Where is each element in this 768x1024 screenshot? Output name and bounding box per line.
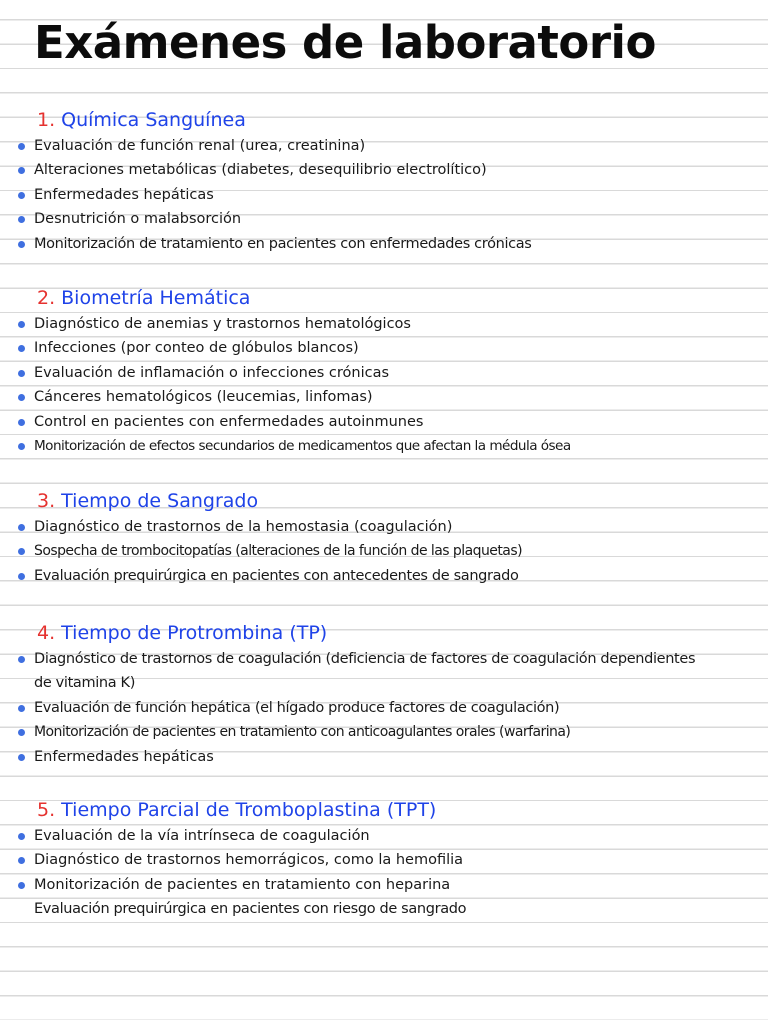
item-text: Desnutrición o malabsorción (34, 211, 242, 228)
section-quimica-sanguinea (0, 107, 768, 256)
list-item (0, 848, 768, 872)
section-title: Tiempo de Sangrado (61, 490, 259, 512)
list-item (0, 434, 768, 458)
list-item (0, 385, 768, 409)
section-heading (37, 285, 768, 311)
list-item (0, 897, 768, 921)
bullet-dot-icon (18, 833, 25, 840)
bullet-dot-icon (18, 345, 25, 352)
item-text: Enfermedades hepáticas (34, 186, 214, 203)
item-list (0, 134, 768, 256)
section-tiempo-de-sangrado (0, 488, 768, 588)
bullet-dot-icon (18, 192, 25, 199)
section-title: Tiempo de Protrombina (TP) (61, 622, 328, 644)
item-list (0, 824, 768, 922)
bullet-dot-icon (18, 524, 25, 531)
bullet-dot-icon (18, 882, 25, 889)
bullet-dot-icon (18, 370, 25, 377)
list-item (0, 336, 768, 360)
bullet-dot-icon (18, 216, 25, 223)
section-biometria-hematica (0, 285, 768, 458)
bullet-dot-icon (18, 705, 25, 712)
list-item (0, 361, 768, 385)
item-text: Diagnóstico de trastornos hemorrágicos, como la hemofilia (34, 852, 464, 869)
bullet-dot-icon (18, 394, 25, 401)
list-item (0, 873, 768, 897)
item-list (0, 515, 768, 588)
list-item (0, 720, 768, 744)
item-text: Cánceres hematológicos (leucemias, linfomas) (34, 389, 373, 406)
section-heading (37, 107, 768, 133)
page-title: Exámenes de laboratorio (34, 16, 656, 69)
bullet-dot-icon (18, 548, 25, 555)
section-tiempo-parcial-de-tromboplastina (0, 797, 768, 922)
bullet-dot-icon (18, 321, 25, 328)
section-title: Biometría Hemática (61, 287, 251, 309)
section-title: Química Sanguínea (61, 109, 246, 131)
item-text: Evaluación de la vía intrínseca de coagulación (34, 828, 370, 844)
item-text: Alteraciones metabólicas (diabetes, desequilibrio electrolítico) (34, 162, 487, 179)
item-text: Evaluación prequirúrgica en pacientes con antecedentes de sangrado (34, 567, 519, 584)
bullet-dot-icon (18, 656, 25, 663)
item-list (0, 647, 768, 769)
bullet-dot-icon (18, 143, 25, 150)
item-text: Evaluación de función hepática (el hígado produce factores de coagulación) (34, 699, 560, 716)
section-number: 5. (37, 799, 56, 821)
bullet-dot-icon (18, 443, 25, 450)
bullet-dot-icon (18, 729, 25, 736)
list-item (0, 745, 768, 769)
item-text: Infecciones (por conteo de glóbulos blancos) (34, 340, 359, 357)
list-item (0, 647, 734, 696)
item-text: Monitorización de pacientes en tratamiento con heparina (34, 876, 451, 893)
section-heading (37, 620, 768, 646)
section-number: 2. (37, 287, 56, 309)
section-heading (37, 797, 768, 823)
item-text: Monitorización de tratamiento en pacientes con enfermedades crónicas (34, 235, 532, 252)
bullet-dot-icon (18, 754, 25, 761)
bullet-dot-icon (18, 167, 25, 174)
item-text: Evaluación prequirúrgica en pacientes con riesgo de sangrado (34, 901, 467, 918)
list-item (0, 232, 768, 256)
section-number: 3. (37, 490, 56, 512)
section-heading (37, 488, 768, 514)
item-list (0, 312, 768, 458)
item-text: Diagnóstico de trastornos de la hemostasia (coagulación) (34, 519, 453, 535)
item-text: Evaluación de inflamación o infecciones crónicas (34, 364, 390, 381)
bullet-dot-icon (18, 573, 25, 580)
bullet-dot-icon (18, 857, 25, 864)
list-item (0, 158, 768, 182)
list-item (0, 539, 768, 563)
item-text: Monitorización de efectos secundarios de medicamentos que afectan la médula ósea (34, 438, 571, 455)
item-text: Evaluación de función renal (urea, creatinina) (34, 138, 366, 154)
list-item (0, 696, 768, 720)
section-tiempo-de-protrombina (0, 620, 768, 769)
item-text: Control en pacientes con enfermedades autoinmunes (34, 413, 424, 430)
section-number: 1. (37, 109, 56, 131)
item-text: Monitorización de pacientes en tratamiento con anticoagulantes orales (warfarina) (34, 724, 571, 741)
section-number: 4. (37, 622, 56, 644)
item-text: Diagnóstico de anemias y trastornos hematológicos (34, 316, 411, 332)
list-item (0, 312, 768, 336)
item-text: Sospecha de trombocitopatías (alteraciones de la función de las plaquetas) (34, 543, 522, 560)
bullet-dot-icon (18, 419, 25, 426)
list-item (0, 515, 768, 539)
list-item (0, 824, 768, 848)
list-item (0, 183, 768, 207)
section-title: Tiempo Parcial de Tromboplastina (TPT) (61, 799, 437, 821)
list-item (0, 134, 768, 158)
list-item (0, 207, 768, 231)
list-item (0, 410, 768, 434)
item-text: Diagnóstico de trastornos de coagulación (deficiencia de factores de coagulación dependientes de vitamina K) (34, 651, 696, 692)
item-text: Enfermedades hepáticas (34, 748, 214, 765)
list-item (0, 564, 768, 588)
bullet-dot-icon (18, 241, 25, 248)
